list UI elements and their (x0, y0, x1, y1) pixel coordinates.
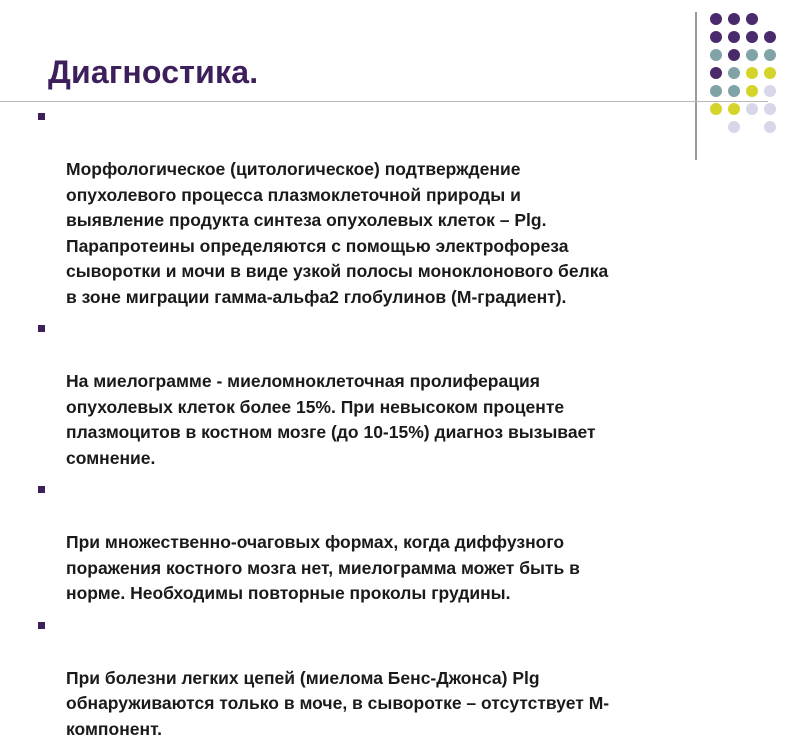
bullet-text: Морфологическое (цитологическое) подтверждение опухолевого процесса плазмоклеточной природы и выявление продукта синтеза опухолевых клеток – Plg. Парапротеины определяются с помощью электрофореза сыворотки и мочи в виде узкой полосы моноклонового белка в зоне миграции гамма-альфа2 глобулинов (М-градиент). (66, 159, 609, 307)
decorative-dot (746, 67, 758, 79)
bullet-item (38, 479, 768, 607)
decorative-dot (764, 31, 776, 43)
decorative-dot (746, 49, 758, 61)
decorative-dot (728, 31, 740, 43)
decorative-dot (728, 85, 740, 97)
decorative-dot (710, 13, 722, 25)
bullet-list (38, 106, 768, 750)
bullet-square-icon (38, 325, 45, 332)
decorative-dot (746, 85, 758, 97)
bullet-text: На миелограмме - миеломноклеточная пролиферация опухолевых клеток более 15%. При невысоком проценте плазмоцитов в костном мозге (до 10-15%) диагноз вызывает сомнение. (66, 371, 596, 468)
decorative-dot (728, 13, 740, 25)
bullet-item (38, 615, 768, 743)
decorative-dot (710, 85, 722, 97)
bullet-text: При болезни легких цепей (миелома Бенс-Джонса) Plg обнаруживаются только в моче, в сыворотке – отсутствует М- компонент. (66, 667, 610, 739)
decorative-dot (746, 31, 758, 43)
decorative-dot (728, 49, 740, 61)
decorative-dot (710, 67, 722, 79)
decorative-dot (764, 85, 776, 97)
horizontal-divider (0, 101, 768, 102)
bullet-item (38, 318, 768, 471)
decorative-dot (764, 13, 776, 25)
bullet-square-icon (38, 486, 45, 493)
slide-title: Диагностика. (48, 54, 259, 90)
decorative-dot (710, 31, 722, 43)
bullet-item (38, 106, 768, 310)
bullet-square-icon (38, 113, 45, 120)
decorative-dot (764, 67, 776, 79)
decorative-dot (764, 49, 776, 61)
decorative-dot (728, 67, 740, 79)
bullet-square-icon (38, 622, 45, 629)
bullet-text: При множественно-очаговых формах, когда диффузного поражения костного мозга нет, миелограмма может быть в норме. Необходимы повторные проколы грудины. (66, 532, 580, 603)
decorative-dot (746, 13, 758, 25)
decorative-dot (710, 49, 722, 61)
